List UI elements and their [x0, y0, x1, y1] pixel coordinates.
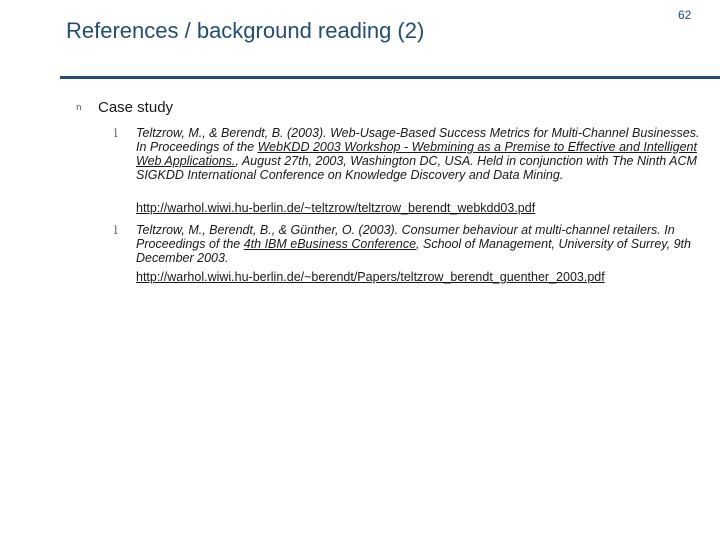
reference-url-link[interactable]: http://warhol.wiwi.hu-berlin.de/~berendt/Papers/teltzrow_berendt_guenther_2003.pdf: [136, 270, 605, 284]
slide-title: References / background reading (2): [66, 18, 425, 43]
reference-text: Teltzrow, M., & Berendt, B. (2003). Web-Usage-Based Success Metrics for Multi-Channel Businesses. In Proceedings of the: [136, 126, 700, 154]
section-bullet-icon: n: [76, 103, 82, 113]
reference-text: , August 27th, 2003, Washington DC, USA. Held in conjunction with The Ninth ACM SIGKDD International Conference on Knowledge Discovery and Data Mining.: [136, 154, 697, 182]
conference-link[interactable]: WebKDD 2003 Workshop - Webmining as a Premise to Effective and Intelligent Web Applications.: [136, 140, 697, 168]
reference-entry: [136, 126, 706, 182]
reference-bullet-icon: l: [114, 127, 118, 140]
reference-entry: [136, 223, 706, 265]
conference-link[interactable]: 4th IBM eBusiness Conference: [243, 237, 417, 251]
reference-text: Teltzrow, M., Berendt, B., & Günther, O. (2003). Consumer behaviour at multi-channel retailers. In Proceedings of the: [136, 223, 675, 251]
reference-text: , School of Management, University of Surrey, 9th December 2003.: [136, 237, 691, 265]
title-divider: [60, 76, 720, 79]
reference-url-link[interactable]: http://warhol.wiwi.hu-berlin.de/~teltzrow/teltzrow_berendt_webkdd03.pdf: [136, 201, 536, 215]
reference-bullet-icon: l: [114, 224, 118, 237]
page-number: 62: [678, 8, 692, 22]
section-heading: Case study: [98, 99, 174, 116]
